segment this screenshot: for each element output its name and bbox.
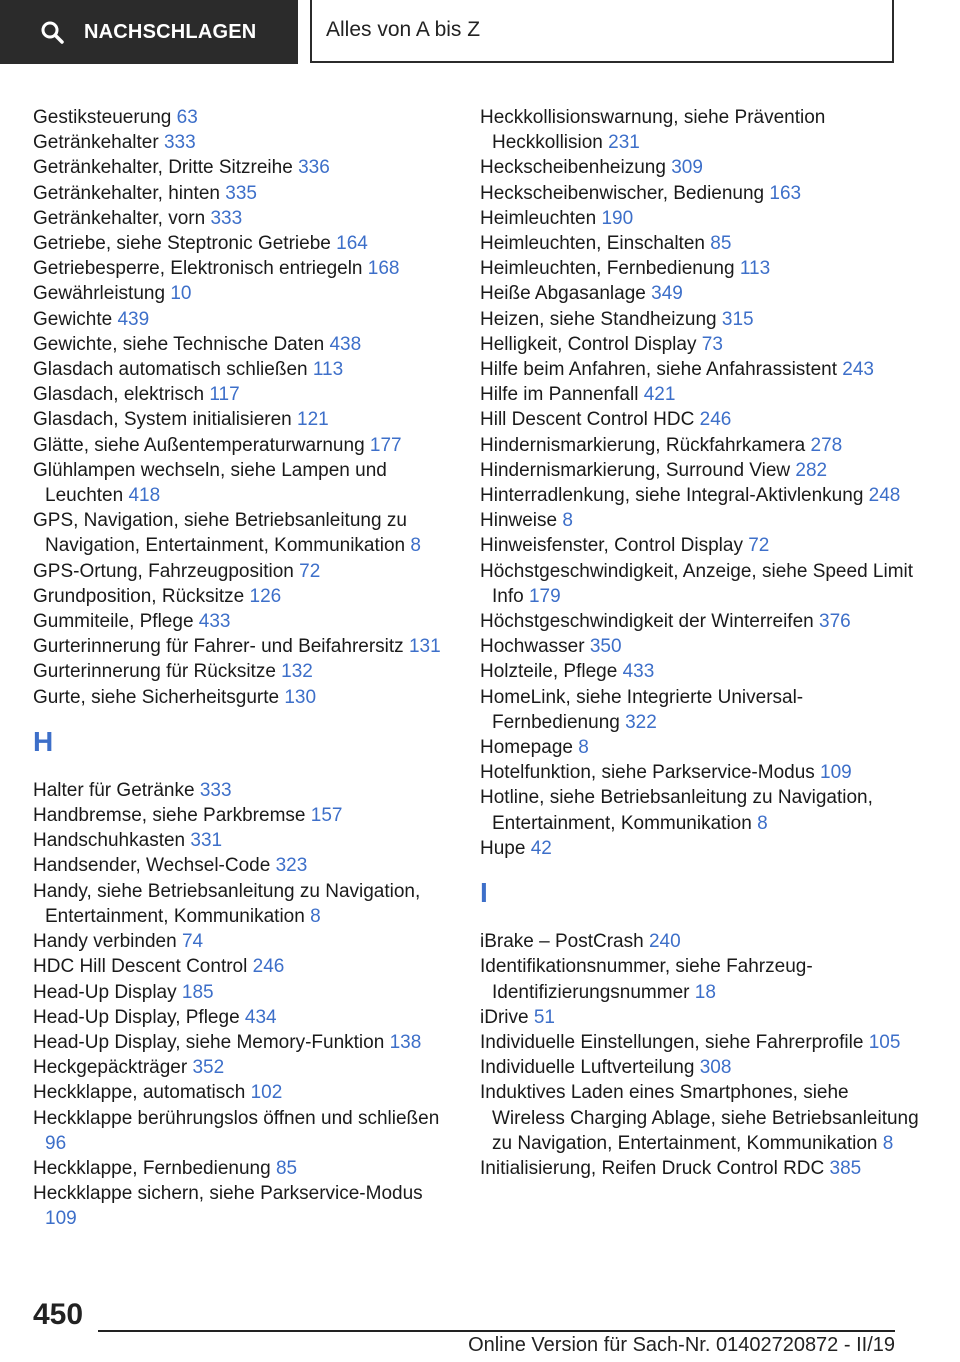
entry-text: HomeLink, siehe Integrierte Universal-Fernbedienung (480, 686, 804, 733)
entry-text: iBrake – PostCrash (480, 931, 644, 953)
entry-text: Hotline, siehe Betriebsanleitung zu Navigation, Entertainment, Kommunikation (480, 787, 873, 834)
section-title: Alles von A bis Z (326, 18, 481, 41)
index-entry (33, 929, 453, 954)
page-link[interactable]: 323 (275, 855, 308, 877)
index-entry (480, 231, 920, 256)
footer-online-version: Online Version für Sach-Nr. 01402720872 - II/19 (468, 1334, 895, 1356)
index-entry (33, 879, 453, 929)
index-entry (33, 206, 453, 231)
page-link[interactable]: 433 (198, 611, 231, 633)
page-link[interactable]: 349 (651, 283, 683, 305)
page-link[interactable]: 8 (310, 905, 321, 927)
entry-text: Heckklappe, automatisch (33, 1082, 246, 1104)
page-link[interactable]: 376 (819, 611, 851, 633)
page-link[interactable]: 282 (795, 459, 828, 481)
entry-text: Gurte, siehe Sicherheitsgurte (33, 686, 280, 708)
index-entry (33, 458, 453, 508)
chapter-label: NACHSCHLAGEN (84, 20, 257, 43)
entry-text: Heckkollisionswarnung, siehe Prävention Heckkollision (480, 107, 826, 154)
page-link[interactable]: 243 (842, 359, 874, 381)
index-entry (480, 382, 920, 407)
page-link[interactable]: 309 (671, 157, 703, 179)
section-title-box (310, 0, 894, 63)
page-link[interactable]: 109 (45, 1208, 77, 1230)
entry-text: Individuelle Einstellungen, siehe Fahrerprofile (480, 1031, 864, 1053)
index-entry (33, 584, 453, 609)
entry-text: Helligkeit, Control Display (480, 333, 697, 355)
page-link[interactable]: 73 (701, 333, 723, 355)
entry-text: Gewichte, siehe Technische Daten (33, 333, 325, 355)
page-link[interactable]: 102 (250, 1082, 283, 1104)
entry-text: Hinweisfenster, Control Display (480, 535, 743, 557)
index-entry (480, 483, 920, 508)
index-entry (33, 954, 453, 979)
page-link[interactable]: 8 (882, 1132, 894, 1154)
page-link[interactable]: 190 (601, 207, 634, 229)
entry-text: Höchstgeschwindigkeit der Winterreifen (480, 611, 814, 633)
index-entry (33, 685, 453, 710)
entry-text: Hilfe im Pannenfall (480, 384, 639, 406)
page-link[interactable]: 117 (209, 384, 240, 406)
page-link[interactable]: 85 (710, 233, 732, 255)
entry-text: Hill Descent Control HDC (480, 409, 695, 431)
index-entry (480, 836, 920, 861)
entry-text: Handy verbinden (33, 931, 177, 953)
page-link[interactable]: 72 (299, 560, 321, 582)
index-entry (480, 929, 920, 954)
index-entry (33, 105, 453, 130)
entry-text: Individuelle Luftverteilung (480, 1057, 695, 1079)
page-link[interactable]: 8 (562, 510, 573, 532)
page-link[interactable]: 164 (336, 233, 368, 255)
page-number: 450 (33, 1298, 84, 1331)
page-link[interactable]: 246 (699, 409, 732, 431)
index-entry (480, 954, 920, 1004)
page-link[interactable]: 74 (181, 931, 204, 953)
page-link[interactable]: 168 (367, 258, 400, 280)
entry-text: Handschuhkasten (33, 830, 186, 852)
index-entry (480, 659, 920, 684)
index-entry (480, 559, 920, 609)
page-link[interactable]: 248 (868, 485, 901, 507)
index-entry (480, 206, 920, 231)
page-link[interactable]: 336 (298, 157, 330, 179)
entry-text: Head-Up Display, Pflege (33, 1006, 240, 1028)
index-entry (480, 1080, 920, 1156)
index-entry (480, 357, 920, 382)
index-entry (480, 307, 920, 332)
entry-text: Hinterradlenkung, siehe Integral-Aktivlenkung (480, 485, 864, 507)
index-entry (33, 1181, 453, 1231)
index-entry (33, 357, 453, 382)
page-link[interactable]: 385 (829, 1157, 862, 1179)
page-link[interactable]: 42 (530, 837, 552, 859)
entry-text: Heiße Abgasanlage (480, 283, 646, 305)
index-column-right (480, 105, 920, 1181)
entry-text: Heckgepäckträger (33, 1057, 188, 1079)
page-link[interactable]: 113 (312, 359, 344, 381)
chapter-tab[interactable] (0, 0, 298, 64)
entry-text: Gewichte (33, 308, 113, 330)
index-entry (33, 231, 453, 256)
index-entry (33, 853, 453, 878)
index-entry (33, 155, 453, 180)
index-entry (480, 1030, 920, 1055)
entry-text: Homepage (480, 737, 573, 759)
page-link[interactable]: 308 (699, 1057, 732, 1079)
entry-text: Induktives Laden eines Smartphones, siehe Wireless Charging Ablage, siehe Betriebsanleitung zu Navigation, Entertainment, Kommunikation (480, 1082, 919, 1154)
entry-text: Heckscheibenheizung (480, 157, 666, 179)
page-link[interactable]: 315 (721, 308, 754, 330)
entry-text: Handsender, Wechsel-Code (33, 855, 271, 877)
page-link[interactable]: 434 (244, 1006, 277, 1028)
index-entry (33, 433, 453, 458)
page-link[interactable]: 185 (181, 981, 214, 1003)
entry-text: Head-Up Display (33, 981, 177, 1003)
entry-text: Holzteile, Pflege (480, 661, 618, 683)
page-link[interactable]: 421 (643, 384, 676, 406)
entry-text: Hotelfunktion, siehe Parkservice-Modus (480, 762, 815, 784)
page-link[interactable]: 105 (868, 1031, 901, 1053)
index-entry (480, 256, 920, 281)
index-entry (33, 332, 453, 357)
entry-text: Heckklappe sichern, siehe Parkservice-Modus (33, 1183, 423, 1205)
page-link[interactable]: 113 (739, 258, 771, 280)
index-entry (33, 659, 453, 684)
index-entry (480, 181, 920, 206)
index-entry (33, 307, 453, 332)
entry-text: Glasdach, System initialisieren (33, 409, 292, 431)
entry-text: Gummiteile, Pflege (33, 611, 194, 633)
page-link[interactable]: 179 (528, 585, 561, 607)
entry-text: Getränkehalter, vorn (33, 207, 206, 229)
page-link[interactable]: 246 (252, 956, 285, 978)
index-entry (33, 281, 453, 306)
entry-text: Höchstgeschwindigkeit, Anzeige, siehe Speed Limit Info (480, 560, 914, 607)
index-entry (33, 1080, 453, 1105)
entry-group (33, 105, 453, 710)
page-link[interactable]: 157 (310, 805, 343, 827)
index-entry (480, 609, 920, 634)
index-entry (33, 1005, 453, 1030)
entry-text: HDC Hill Descent Control (33, 956, 248, 978)
index-entry (33, 508, 453, 558)
entry-text: GPS-Ortung, Fahrzeugposition (33, 560, 294, 582)
page-link[interactable]: 231 (608, 132, 640, 154)
page-link[interactable]: 278 (810, 434, 843, 456)
entry-text: Gestiksteuerung (33, 107, 172, 128)
entry-text: Glätte, siehe Außentemperaturwarnung (33, 434, 365, 456)
entry-group (33, 778, 453, 1232)
search-icon (40, 20, 64, 44)
index-entry (33, 1106, 453, 1156)
index-entry (33, 778, 453, 803)
page-link[interactable]: 131 (408, 636, 441, 658)
entry-text: Initialisierung, Reifen Druck Control RDC (480, 1157, 825, 1179)
entry-group (480, 929, 920, 1181)
entry-text: Hilfe beim Anfahren, siehe Anfahrassistent (480, 359, 837, 381)
entry-text: Gurterinnerung für Fahrer- und Beifahrersitz (33, 636, 404, 658)
index-entry (480, 458, 920, 483)
index-entry (480, 1055, 920, 1080)
page-link[interactable]: 63 (176, 107, 198, 128)
entry-text: Heckklappe berührungslos öffnen und schließen (33, 1107, 440, 1129)
entry-text: Getriebesperre, Elektronisch entriegeln (33, 258, 363, 280)
section-heading-h: H (33, 725, 54, 757)
entry-text: Hinweise (480, 510, 558, 532)
page-link[interactable]: 177 (369, 434, 402, 456)
index-entry (33, 130, 453, 155)
page-link[interactable]: 335 (225, 182, 257, 204)
page-link[interactable]: 8 (757, 812, 768, 834)
entry-text: Hochwasser (480, 636, 585, 658)
index-entry (480, 155, 920, 180)
index-entry (480, 785, 920, 835)
entry-text: Gewährleistung (33, 283, 166, 305)
page-link[interactable]: 333 (210, 207, 243, 229)
index-entry (480, 634, 920, 659)
entry-text: Head-Up Display, siehe Memory-Funktion (33, 1031, 385, 1053)
entry-text: Heimleuchten (480, 207, 597, 229)
index-entry (33, 1030, 453, 1055)
page-link[interactable]: 350 (589, 636, 622, 658)
entry-text: Getränkehalter (33, 132, 159, 154)
page-link[interactable]: 8 (578, 737, 589, 759)
entry-text: Identifikationsnummer, siehe Fahrzeug-Identifizierungsnummer (480, 956, 813, 1003)
entry-text: Glühlampen wechseln, siehe Lampen und Leuchten (33, 459, 387, 507)
page-header (0, 0, 895, 64)
index-entry (33, 181, 453, 206)
entry-text: Heizen, siehe Standheizung (480, 308, 717, 330)
entry-text: Heimleuchten, Einschalten (480, 233, 705, 255)
entry-group (480, 105, 920, 861)
entry-text: Glasdach automatisch schließen (33, 359, 308, 381)
page-link[interactable]: 438 (329, 333, 362, 355)
page-link[interactable]: 322 (625, 711, 657, 733)
entry-text: Hindernismarkierung, Surround View (480, 459, 791, 481)
section-heading-i: I (480, 877, 488, 909)
index-entry (33, 1156, 453, 1181)
page-link[interactable]: 333 (163, 132, 196, 154)
entry-text: Handy, siehe Betriebsanleitung zu Navigation, Entertainment, Kommunikation (33, 880, 421, 927)
page-link[interactable]: 433 (622, 661, 655, 683)
entry-text: GPS, Navigation, siehe Betriebsanleitung zu Navigation, Entertainment, Kommunikation (33, 510, 407, 557)
index-entry (480, 508, 920, 533)
entry-text: iDrive (480, 1006, 529, 1028)
footer-divider (98, 1330, 895, 1332)
entry-text: Getränkehalter, hinten (33, 182, 220, 204)
entry-text: Halter für Getränke (33, 779, 195, 801)
page-link[interactable]: 333 (199, 779, 232, 801)
entry-text: Handbremse, siehe Parkbremse (33, 805, 306, 827)
index-entry (33, 559, 453, 584)
entry-text: Glasdach, elektrisch (33, 384, 205, 406)
page-link[interactable]: 72 (748, 535, 770, 557)
index-entry (33, 609, 453, 634)
page-link[interactable]: 331 (190, 830, 223, 852)
entry-text: Gurterinnerung für Rücksitze (33, 661, 276, 683)
entry-text: Heimleuchten, Fernbedienung (480, 258, 735, 280)
page-link[interactable]: 130 (284, 686, 317, 708)
page-link[interactable]: 132 (281, 661, 313, 683)
page-link[interactable]: 109 (820, 762, 852, 784)
index-entry (480, 760, 920, 785)
entry-text: Heckscheibenwischer, Bedienung (480, 182, 765, 204)
page-link[interactable]: 96 (45, 1132, 67, 1154)
page-link[interactable]: 163 (769, 182, 802, 204)
index-entry (480, 433, 920, 458)
page-link[interactable]: 439 (117, 308, 150, 330)
index-entry (33, 634, 453, 659)
entry-text: Grundposition, Rücksitze (33, 585, 245, 607)
page-link[interactable]: 51 (533, 1006, 555, 1028)
entry-text: Heckklappe, Fernbedienung (33, 1157, 271, 1179)
index-entry (33, 1055, 453, 1080)
index-entry (480, 332, 920, 357)
page-link[interactable]: 352 (192, 1057, 225, 1079)
entry-text: Getränkehalter, Dritte Sitzreihe (33, 157, 293, 179)
index-entry (480, 407, 920, 432)
page-link[interactable]: 85 (275, 1157, 298, 1179)
page-link[interactable]: 126 (249, 585, 282, 607)
index-entry (480, 685, 920, 735)
entry-text: Hindernismarkierung, Rückfahrkamera (480, 434, 806, 456)
index-entry (480, 281, 920, 306)
page-link[interactable]: 418 (128, 485, 161, 507)
page-link[interactable]: 121 (297, 409, 329, 431)
index-column-left (33, 105, 453, 1232)
index-entry (33, 803, 453, 828)
index-entry (480, 735, 920, 760)
index-entry (480, 105, 920, 155)
index-entry (480, 1156, 920, 1181)
entry-text: Hupe (480, 837, 526, 859)
page-link[interactable]: 138 (389, 1031, 422, 1053)
page-link[interactable]: 8 (410, 535, 421, 557)
index-entry (33, 382, 453, 407)
index-entry (33, 407, 453, 432)
page-link[interactable]: 10 (170, 283, 192, 305)
index-entry (33, 256, 453, 281)
page-link[interactable]: 18 (694, 981, 716, 1003)
index-entry (33, 980, 453, 1005)
index-entry (33, 828, 453, 853)
page-link[interactable]: 240 (648, 931, 681, 953)
index-entry (480, 533, 920, 558)
entry-text: Getriebe, siehe Steptronic Getriebe (33, 233, 331, 255)
index-entry (480, 1005, 920, 1030)
